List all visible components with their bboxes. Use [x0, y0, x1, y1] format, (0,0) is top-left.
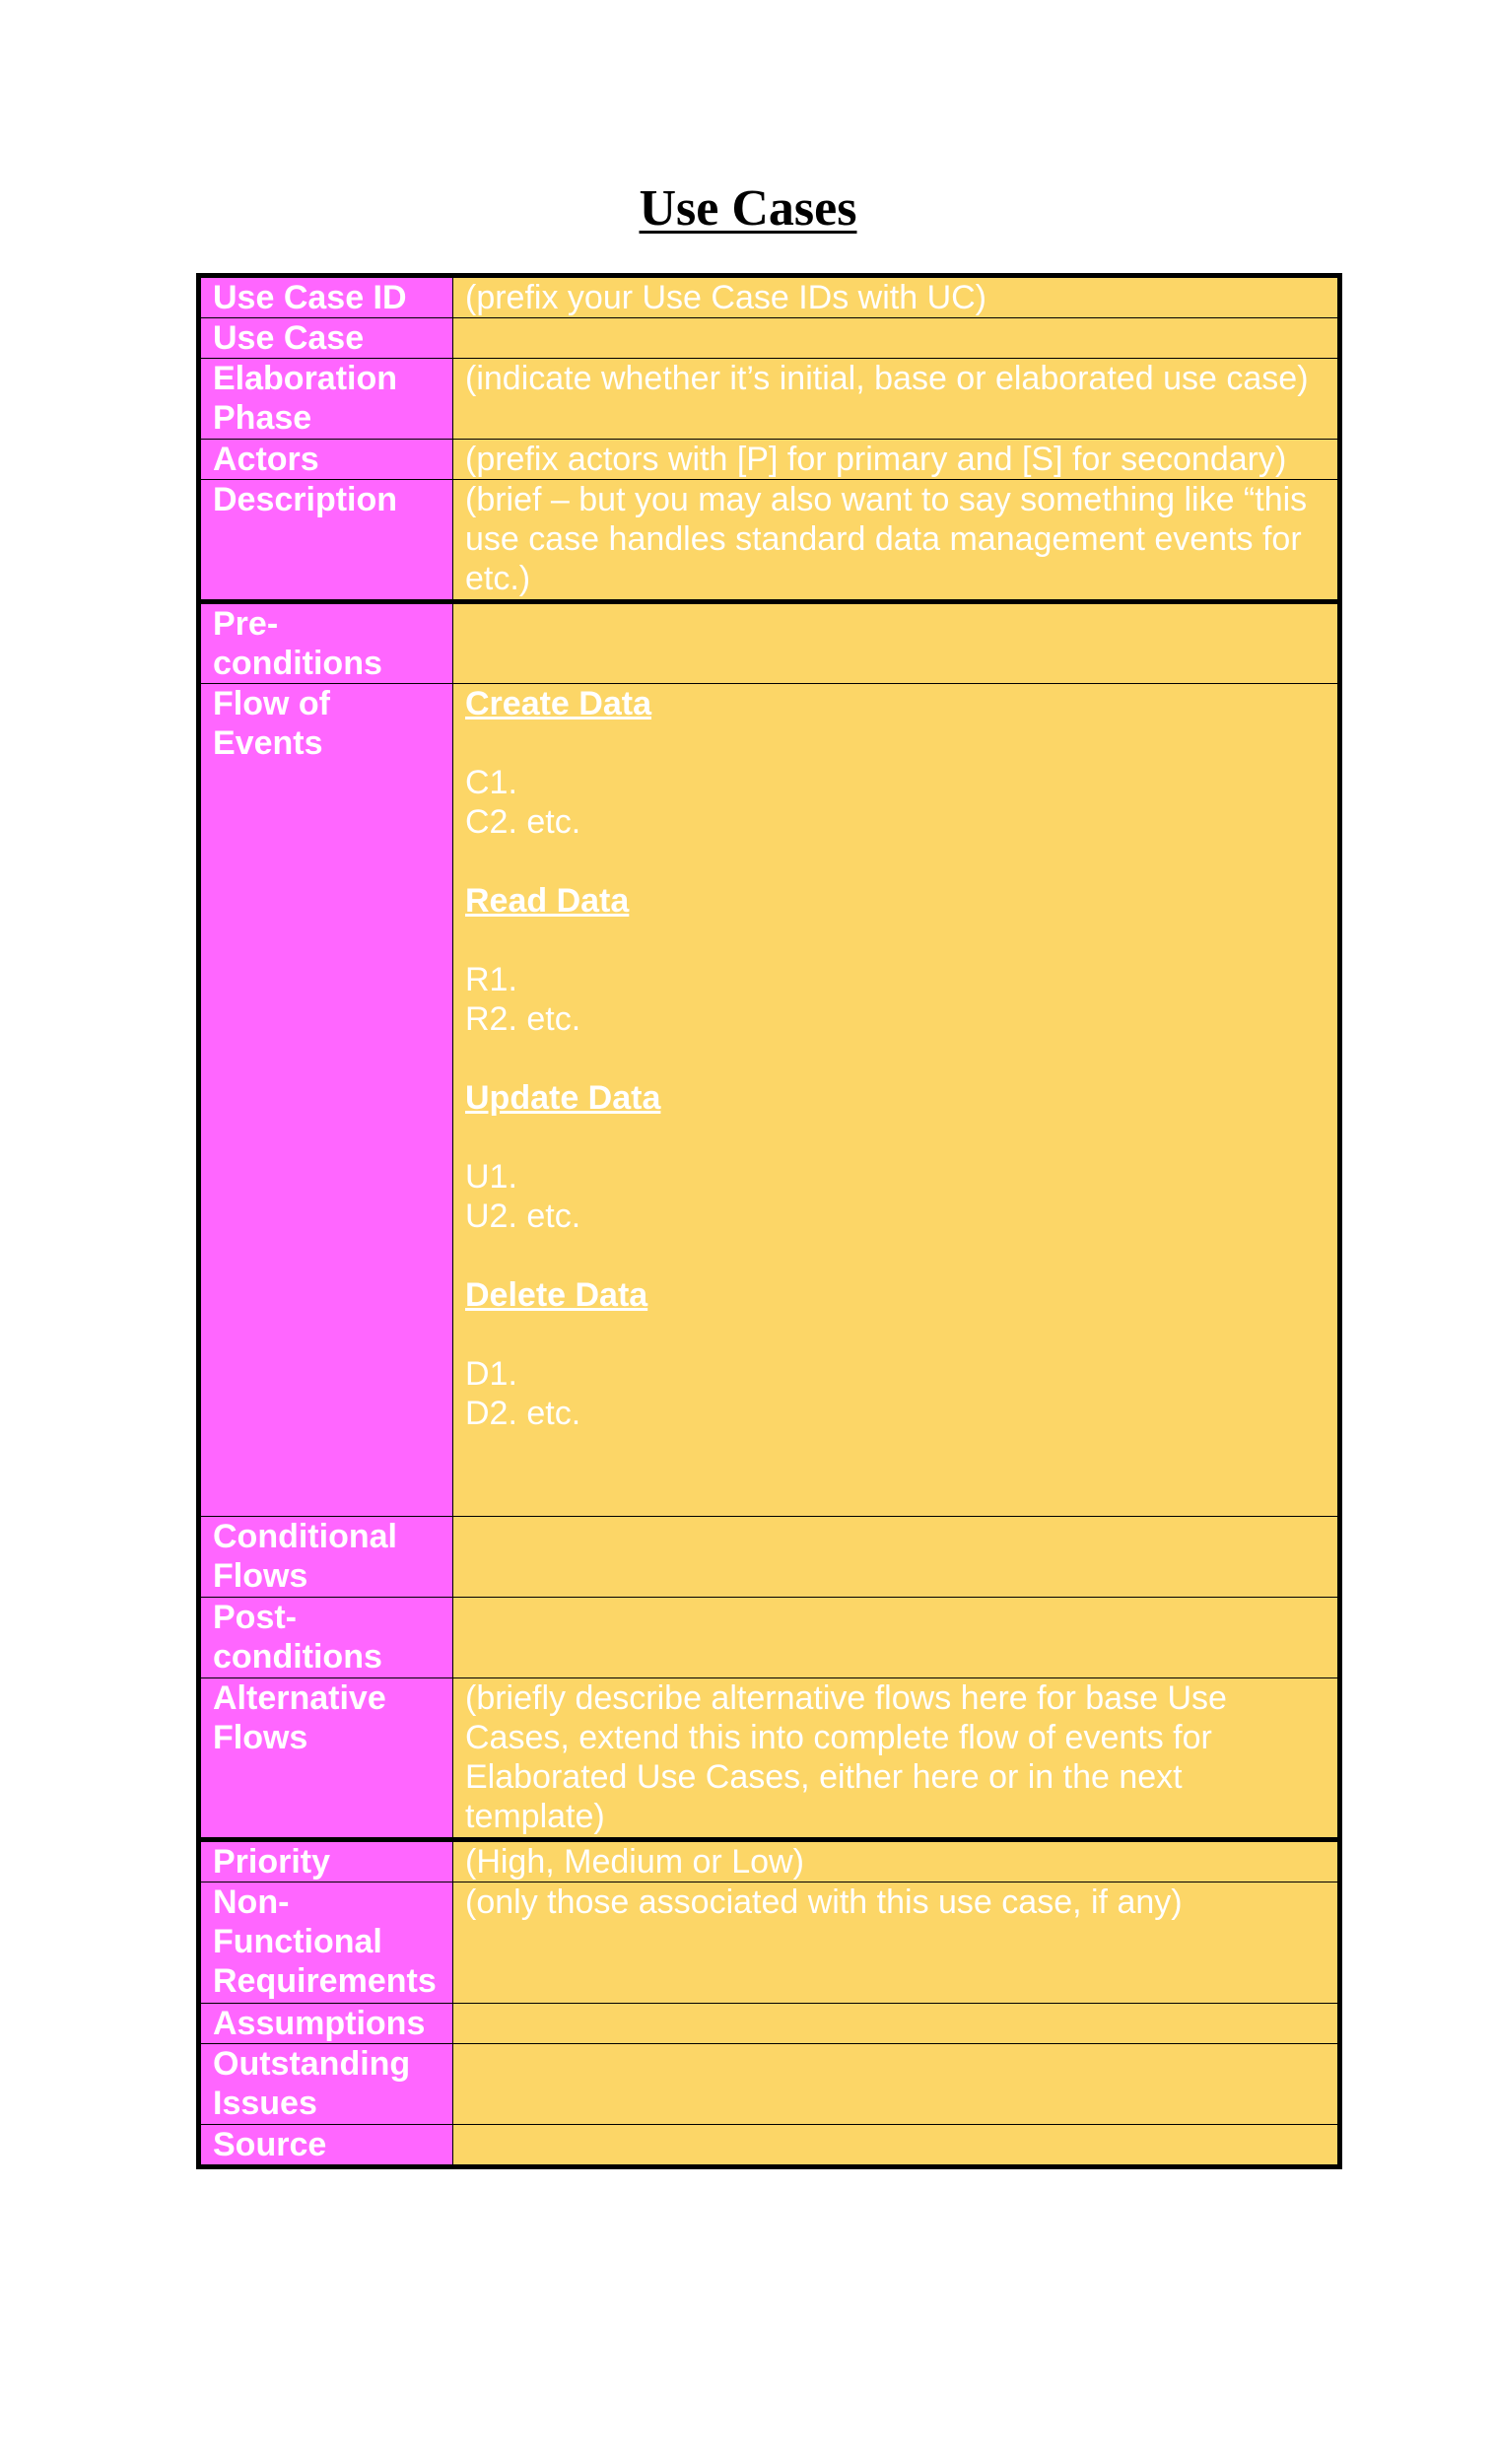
- label-flow-of-events: Flow of Events: [199, 684, 453, 1517]
- page-title-text: Use Cases: [639, 180, 857, 237]
- flow-gap: [465, 1236, 1326, 1275]
- row-assumptions: [199, 2004, 1340, 2044]
- page-title: [0, 177, 1496, 240]
- flow-heading-create: Create Data: [465, 685, 651, 722]
- flow-gap: [465, 1315, 1326, 1354]
- label-conditional-flows: Conditional Flows: [199, 1517, 453, 1598]
- value-elaboration-phase[interactable]: (indicate whether it’s initial, base or elaborated use case): [453, 359, 1340, 440]
- flow-step-d1: D1.: [465, 1355, 517, 1393]
- row-outstanding-issues: [199, 2044, 1340, 2125]
- row-non-functional: [199, 1882, 1340, 2004]
- value-description[interactable]: (brief – but you may also want to say something like “this use case handles standard data management events for etc.): [453, 480, 1340, 602]
- use-case-table: [196, 273, 1342, 2169]
- value-assumptions[interactable]: [453, 2004, 1340, 2044]
- value-use-case-id[interactable]: (prefix your Use Case IDs with UC): [453, 276, 1340, 318]
- label-non-functional: Non-Functional Requirements: [199, 1882, 453, 2004]
- flow-heading-update: Update Data: [465, 1079, 661, 1117]
- flow-step-d2: D2. etc.: [465, 1395, 581, 1432]
- value-flow-of-events[interactable]: [453, 684, 1340, 1517]
- label-description: Description: [199, 480, 453, 602]
- flow-step-c1: C1.: [465, 764, 517, 801]
- value-preconditions[interactable]: [453, 602, 1340, 684]
- value-actors[interactable]: (prefix actors with [P] for primary and [S] for secondary): [453, 440, 1340, 480]
- flow-gap: [465, 842, 1326, 881]
- row-source: [199, 2125, 1340, 2167]
- value-postconditions[interactable]: [453, 1598, 1340, 1678]
- value-priority[interactable]: (High, Medium or Low): [453, 1840, 1340, 1882]
- row-preconditions: [199, 602, 1340, 684]
- label-alternative-flows: Alternative Flows: [199, 1678, 453, 1840]
- label-priority: Priority: [199, 1840, 453, 1882]
- flow-step-c2: C2. etc.: [465, 803, 581, 841]
- label-source: Source: [199, 2125, 453, 2167]
- flow-gap: [465, 1118, 1326, 1157]
- row-use-case: [199, 318, 1340, 359]
- value-outstanding-issues[interactable]: [453, 2044, 1340, 2125]
- row-use-case-id: [199, 276, 1340, 318]
- row-alternative-flows: [199, 1678, 1340, 1840]
- label-postconditions: Post-conditions: [199, 1598, 453, 1678]
- value-non-functional[interactable]: (only those associated with this use case, if any): [453, 1882, 1340, 2004]
- row-conditional-flows: [199, 1517, 1340, 1598]
- flow-step-r2: R2. etc.: [465, 1000, 581, 1038]
- label-use-case-id: Use Case ID: [199, 276, 453, 318]
- value-alternative-flows[interactable]: (briefly describe alternative flows here for base Use Cases, extend this into complete flow of events for Elaborated Use Cases, either here or in the next template): [453, 1678, 1340, 1840]
- value-conditional-flows[interactable]: [453, 1517, 1340, 1598]
- flow-step-r1: R1.: [465, 961, 517, 998]
- label-elaboration-phase: Elaboration Phase: [199, 359, 453, 440]
- label-use-case: Use Case: [199, 318, 453, 359]
- flow-gap: [465, 921, 1326, 960]
- row-priority: [199, 1840, 1340, 1882]
- label-actors: Actors: [199, 440, 453, 480]
- value-source[interactable]: [453, 2125, 1340, 2167]
- row-description: [199, 480, 1340, 602]
- flow-heading-read: Read Data: [465, 882, 630, 920]
- flow-heading-delete: Delete Data: [465, 1276, 648, 1314]
- flow-gap: [465, 723, 1326, 763]
- flow-step-u1: U1.: [465, 1158, 517, 1196]
- label-assumptions: Assumptions: [199, 2004, 453, 2044]
- row-actors: [199, 440, 1340, 480]
- row-flow-of-events: [199, 684, 1340, 1517]
- label-preconditions: Pre-conditions: [199, 602, 453, 684]
- label-outstanding-issues: Outstanding Issues: [199, 2044, 453, 2125]
- value-use-case[interactable]: [453, 318, 1340, 359]
- flow-gap: [465, 1039, 1326, 1078]
- flow-step-u2: U2. etc.: [465, 1198, 581, 1235]
- row-elaboration-phase: [199, 359, 1340, 440]
- row-postconditions: [199, 1598, 1340, 1678]
